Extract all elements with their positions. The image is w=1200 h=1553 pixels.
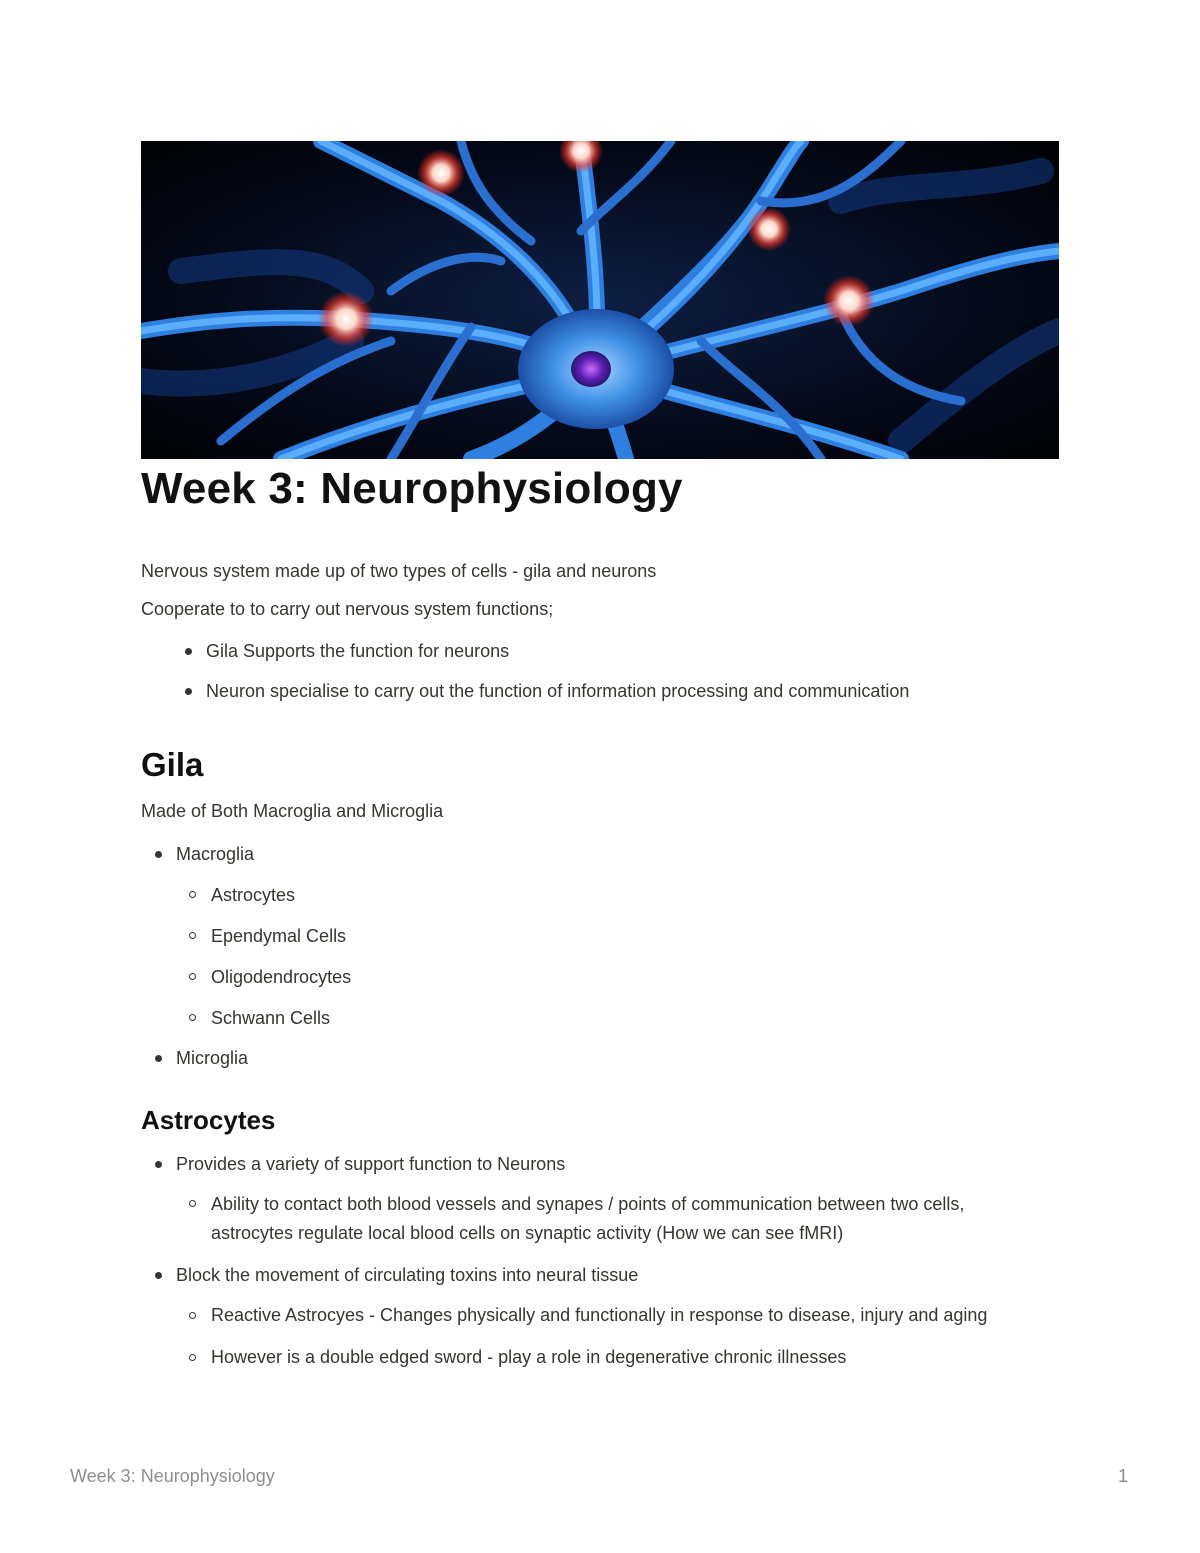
cover-image (141, 141, 1059, 459)
bullet-circle (189, 891, 196, 898)
bullet-circle (189, 973, 196, 980)
footer-page-number: 1 (1117, 1466, 1128, 1486)
bullet-circle (189, 1014, 196, 1021)
list-item: Ability to contact both blood vessels and synapes / points of communication between two cells, (211, 1194, 965, 1214)
bullet-dot (155, 1272, 162, 1279)
list-item: Schwann Cells (211, 1008, 331, 1028)
bullet-circle (189, 932, 196, 939)
bullet-dot (155, 1055, 162, 1062)
list-item: Astrocytes (211, 885, 296, 905)
list-item: Reactive Astrocyes - Changes physically and functionally in response to disease, injury and aging (211, 1305, 988, 1325)
footer-title: Week 3: Neurophysiology (70, 1466, 275, 1486)
list-item-continuation: astrocytes regulate local blood cells on synaptic activity (How we can see fMRI) (211, 1223, 844, 1243)
gila-intro: Made of Both Macroglia and Microglia (141, 801, 444, 821)
list-item: Provides a variety of support function to Neurons (176, 1154, 566, 1174)
bullet-circle (189, 1312, 196, 1319)
page-title: Week 3: Neurophysiology (141, 464, 683, 513)
bullet-dot (185, 648, 192, 655)
list-item: Microglia (176, 1048, 249, 1068)
bullet-dot (155, 851, 162, 858)
neuron-illustration (141, 141, 1059, 459)
intro-line-1: Nervous system made up of two types of cells - gila and neurons (141, 561, 657, 581)
list-item: Ependymal Cells (211, 926, 347, 946)
list-item: Block the movement of circulating toxins into neural tissue (176, 1265, 639, 1285)
bullet-dot (155, 1161, 162, 1168)
section-heading-gila: Gila (141, 746, 204, 783)
list-item: Neuron specialise to carry out the function of information processing and communication (206, 681, 910, 701)
bullet-circle (189, 1200, 196, 1207)
intro-line-2: Cooperate to to carry out nervous system functions; (141, 599, 554, 619)
list-item: Gila Supports the function for neurons (206, 641, 510, 661)
list-item: Macroglia (176, 844, 255, 864)
bullet-circle (189, 1354, 196, 1361)
section-heading-astrocytes: Astrocytes (141, 1105, 276, 1135)
list-item: However is a double edged sword - play a role in degenerative chronic illnesses (211, 1347, 847, 1367)
bullet-dot (185, 688, 192, 695)
list-item: Oligodendrocytes (211, 967, 352, 987)
